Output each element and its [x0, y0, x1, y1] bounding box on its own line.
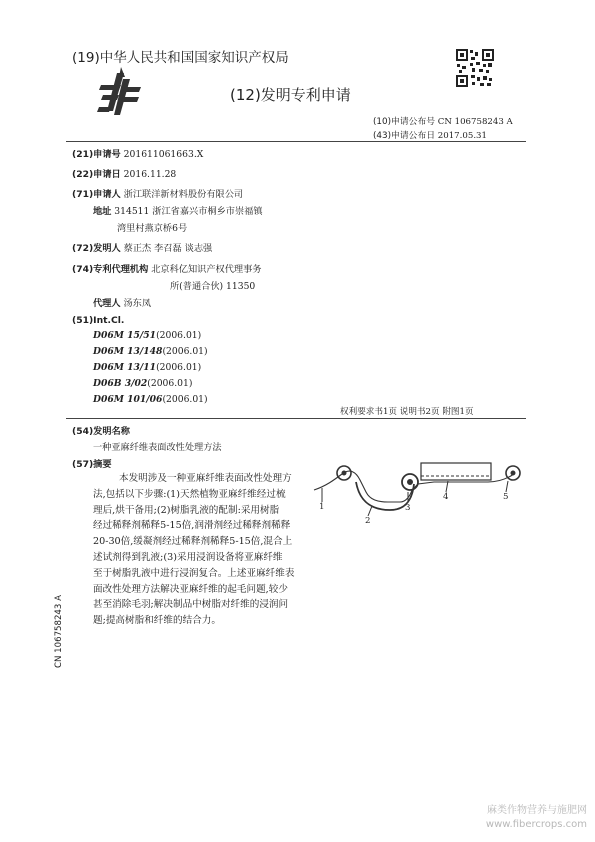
- abstract-text: [93, 471, 305, 629]
- watermark: [486, 804, 587, 832]
- abstract-line: 题;提高树脂和纤维的结合力。: [93, 615, 221, 627]
- page-count-info: 权利要求书1页 说明书2页 附图1页: [340, 407, 474, 417]
- patent-agency-line-2: 所(普通合伙) 11350: [170, 281, 256, 292]
- watermark-line: www.fibercrops.com: [485, 819, 587, 830]
- publication-date: (43)申请公布日 2017.05.31: [373, 131, 487, 141]
- authority-title: (19)中华人民共和国国家知识产权局: [72, 50, 289, 66]
- abstract-line: 面改性处理方法解决亚麻纤维的起毛问题,较少: [93, 583, 288, 595]
- abstract-line: 甚至消除毛羽;解决制品中树脂对纤维的浸润问: [93, 599, 289, 611]
- class-entry: D06B 3/02(2006.01): [93, 378, 193, 389]
- application-date: (22)申请日 2016.11.28: [72, 169, 177, 180]
- document-type-title: (12)发明专利申请: [230, 86, 351, 104]
- application-number: (21)申请号 201611061663.X: [72, 149, 204, 160]
- figure-label: 3: [405, 503, 411, 513]
- drying-oven: [421, 463, 491, 480]
- class-entry: D06M 13/148(2006.01): [93, 346, 208, 357]
- applicant: (71)申请人 浙江联洋新材料股份有限公司: [72, 189, 244, 200]
- watermark-line: 麻类作物营养与施肥网: [487, 805, 587, 816]
- figure-label: 4: [443, 492, 449, 502]
- abstract-line: 经过稀释剂稀释5-15倍,润滑剂经过稀释剂稀释: [93, 520, 291, 532]
- abstract-label: (57)摘要: [72, 459, 112, 470]
- abstract-line: 本发明涉及一种亚麻纤维表面改性处理方: [119, 473, 292, 484]
- address: 地址 314511 浙江省嘉兴市桐乡市崇福镇: [93, 206, 263, 217]
- qr-code: [455, 48, 495, 88]
- abstract-line: 至于树脂乳液中进行浸润复合。上述亚麻纤维表: [93, 567, 295, 579]
- class-entry: D06M 101/06(2006.01): [93, 394, 208, 405]
- patent-agency: (74)专利代理机构 北京科亿知识产权代理事务: [72, 264, 262, 275]
- abstract-line: 理后,烘干备用;(2)树脂乳液的配制:采用树脂: [93, 504, 280, 516]
- abstract-line: 述试剂得到乳液;(3)采用浸润设备将亚麻纤维: [93, 551, 283, 563]
- figure-label: 1: [319, 502, 325, 512]
- inventors: (72)发明人 蔡正杰 李召磊 谈志强: [72, 243, 213, 254]
- patent-office-logo: [97, 65, 145, 121]
- side-publication-number: CN 106758243 A: [54, 595, 64, 668]
- class-entry: D06M 13/11(2006.01): [93, 362, 202, 373]
- address-line-2: 湾里村燕京桥6号: [117, 223, 188, 234]
- abstract-line: 20-30倍,缓凝剂经过稀释剂稀释5-15倍,混合上: [93, 536, 293, 548]
- figure-label: 5: [503, 492, 509, 502]
- abstract-figure: [308, 452, 530, 532]
- figure-label: 2: [365, 516, 371, 526]
- invention-name: 一种亚麻纤维表面改性处理方法: [93, 442, 222, 453]
- invention-name-label: (54)发明名称: [72, 426, 130, 437]
- abstract-line: 法,包括以下步骤:(1)天然植物亚麻纤维经过梳: [93, 488, 286, 500]
- patent-agent: 代理人 汤东凤: [93, 298, 152, 309]
- intcl-label: (51)Int.Cl.: [72, 315, 125, 326]
- bib-rule: [66, 418, 526, 419]
- header-rule: [66, 141, 526, 142]
- publication-number: (10)申请公布号 CN 106758243 A: [373, 117, 513, 127]
- class-entry: D06M 15/51(2006.01): [93, 330, 202, 341]
